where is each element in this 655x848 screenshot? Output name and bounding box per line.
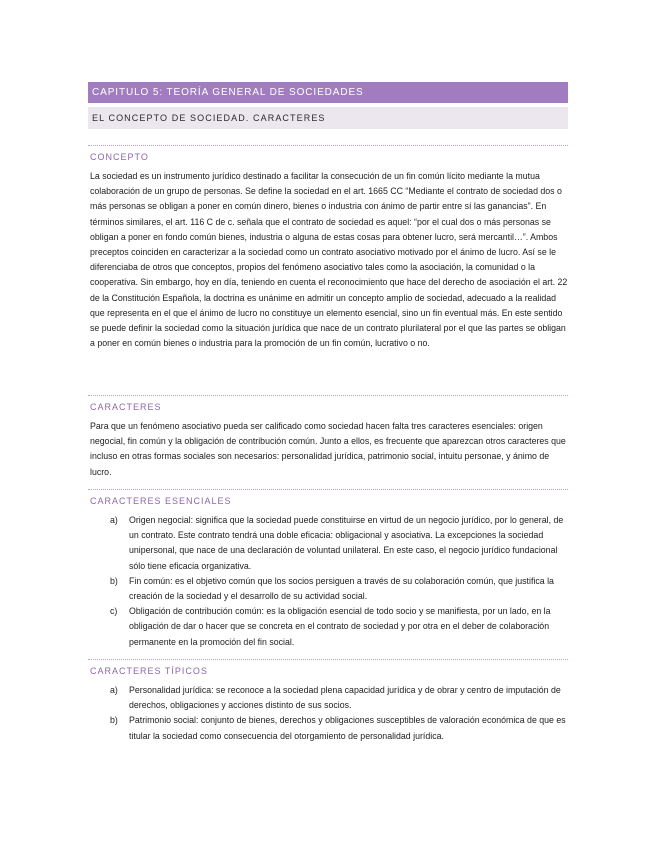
list-item xyxy=(88,574,568,604)
list-item-text: Fin común: es el objetivo común que los socios persiguen a través de su colaboración común, que justifica la creación de la sociedad y el desarrollo de su actividad social. xyxy=(129,575,554,602)
concepto-paragraph: La sociedad es un instrumento jurídico destinado a facilitar la consecución de un fin común lícito mediante la mutua colaboración de un grupo de personas. Se define la sociedad en el art. 1665 CC “Mediante el contrato de sociedad dos o más personas se obligan a poner en común dinero, bienes o industria con ánimo de partir entre sí las ganancias”. En términos similares, el art. 116 C de c. señala que el contrato de sociedad es aquel: “por el cual dos o más personas se obligan a poner en fondo común bienes, industria o alguna de estas cosas para obtener lucro, será mercantil…”. Ambos preceptos coinciden en caracterizar a la sociedad como un contrato asociativo motivado por el ánimo de lucro. Así se le diferenciaba de otros que conceptos, propios del fenómeno asociativo tales como la asociación, la comunidad o la cooperativa. Sin embargo, hoy en día, teniendo en cuenta el reconocimiento que hace del derecho de asociación el art. 22 de la Constitución Española, la doctrina es unánime en admitir un concepto amplio de sociedad, adecuado a la realidad que representa en el que el ánimo de lucro no constituye un elemento esencial, sino un fin eventual más. En este sentido se puede definir la sociedad como la situación jurídica que nace de un contrato plurilateral por el que las partes se obligan a poner en común bienes o industria para la promoción de un fin común, lucrativo o no. xyxy=(90,171,568,349)
caracteres-paragraph: Para que un fenómeno asociativo pueda ser calificado como sociedad hacen falta tres caracteres esenciales: origen negocial, fin común y la obligación de contribución común. Junto a ellos, es frecuente que aparezcan otros caracteres que incluso en otras formas sociales son necesarios: personalidad jurídica, patrimonio social, intuitu personae, y ánimo de lucro. xyxy=(90,421,566,477)
list-marker: c) xyxy=(110,606,118,617)
list-item xyxy=(88,683,568,713)
list-item xyxy=(88,604,568,650)
section-caracteres xyxy=(88,395,568,480)
list-item-text: Origen negocial: significa que la sociedad puede constituirse en virtud de un negocio jurídico, por lo general, de un contrato. Este contrato tendrá una doble eficacia: obligacional y asociativa. La excepciones la sociedad unipersonal, que nace de una declaración de voluntad unilateral. En este caso, el negocio jurídico fundacional sólo tiene eficacia organizativa. xyxy=(129,515,564,571)
chapter-title-bar xyxy=(88,82,568,103)
section-divider xyxy=(88,145,568,146)
list-marker: a) xyxy=(110,685,118,695)
section-heading-concepto: CONCEPTO xyxy=(90,152,149,162)
list-item-text: Personalidad jurídica: se reconoce a la sociedad plena capacidad jurídica y de obrar y centro de imputación de derechos, obligaciones y acciones distinto de sus socios. xyxy=(129,685,561,711)
section-heading-esenciales: CARACTERES ESENCIALES xyxy=(90,496,232,506)
section-caracteres-esenciales xyxy=(88,489,568,650)
tipicos-list xyxy=(88,683,568,744)
section-divider xyxy=(88,489,568,490)
chapter-title: CAPITULO 5: TEORÍA GENERAL DE SOCIEDADES xyxy=(92,87,364,98)
section-divider xyxy=(88,659,568,660)
esenciales-list xyxy=(88,513,568,650)
list-item xyxy=(88,513,568,574)
list-item-text: Patrimonio social: conjunto de bienes, derechos y obligaciones susceptibles de valoración económica de que es titular la sociedad como consecuencia del otorgamiento de personalidad jurídica. xyxy=(129,715,566,741)
list-item xyxy=(88,713,568,743)
section-caracteres-tipicos xyxy=(88,659,568,744)
list-marker: b) xyxy=(110,715,118,726)
section-concepto xyxy=(88,145,568,351)
list-marker: a) xyxy=(110,515,118,525)
section-heading-caracteres: CARACTERES xyxy=(90,402,162,412)
list-marker: b) xyxy=(110,575,118,586)
section-subtitle: EL CONCEPTO DE SOCIEDAD. CARACTERES xyxy=(92,113,326,123)
list-item-text: Obligación de contribución común: es la obligación esencial de todo socio y se manifiesta, por un lado, en la obligación de dar o hacer que se concreta en el contrato de sociedad y por otra en el deber de colaboración permanente en la promoción del fin social. xyxy=(129,606,551,647)
subtitle-bar xyxy=(88,107,568,129)
section-divider xyxy=(88,395,568,396)
section-heading-tipicos: CARACTERES TÍPICOS xyxy=(90,666,208,676)
